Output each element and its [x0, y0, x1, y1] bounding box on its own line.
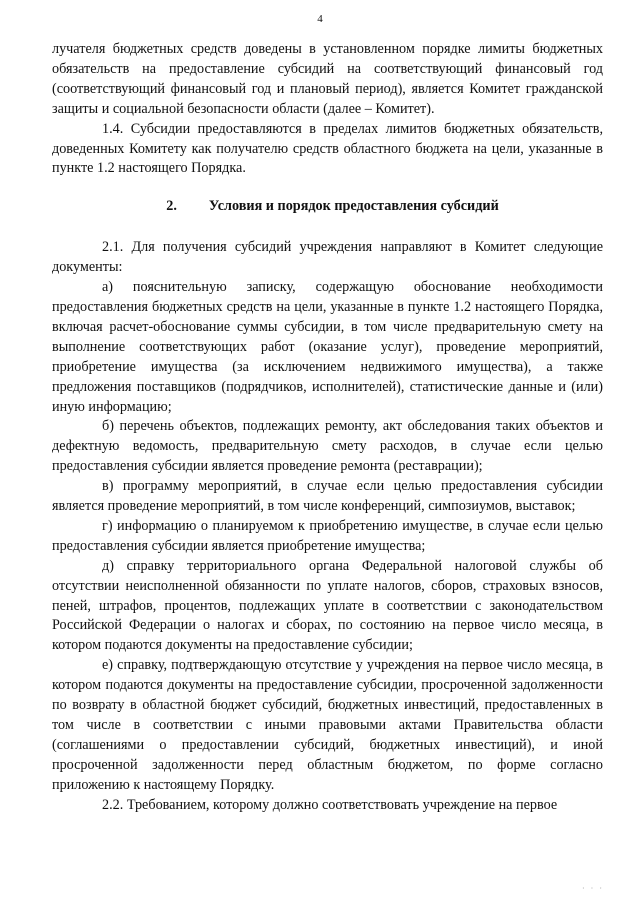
section-number: 2. — [166, 198, 177, 215]
document-body — [52, 40, 603, 816]
paragraph-item-e: е) справку, подтверждающую отсутствие у учреждения на первое число месяца, в котором подаются документы на предоставление субсидии, просроченной задолженности по возврату в областной бюджет субсидий, бюджетных инвестиций, предоставленных в том числе в соответствии с иными правовыми актами Правительства области (соглашениями о предоставлении субсидий, бюджетных инвестиций), и иной просроченной задолженности перед областным бюджетом, по форме согласно приложению к настоящему Порядку. — [52, 657, 603, 793]
paragraph-1-4: 1.4. Субсидии предоставляются в пределах лимитов бюджетных обязательств, доведенных Комитету как получателю средств областного бюджета на цели, указанные в пункте 1.2 настоящего Порядка. — [52, 120, 603, 177]
paragraph-continuation: лучателя бюджетных средств доведены в установленном порядке лимиты бюджетных обязательств на предоставление субсидий на соответствующий финансовый год (соответствующий финансовый год и плановый период), является Комитет гражданской защиты и социальной безопасности области (далее – Комитет). — [52, 41, 603, 117]
paragraph-item-v: в) программу мероприятий, в случае если целью предоставления субсидии является проведение мероприятий, в том числе конференций, симпозиумов, выставок; — [52, 478, 603, 515]
paragraph-item-d: д) справку территориального органа Федеральной налоговой службы об отсутствии неисполненной обязанности по уплате налогов, сборов, страховых взносов, пеней, штрафов, процентов, подлежащих уплате в соответствии с законодательством Российской Федерации о налогах и сборах, по состоянию на первое число месяца, в котором подаются документы на предоставление субсидии; — [52, 557, 603, 654]
paragraph-2-1: 2.1. Для получения субсидий учреждения направляют в Комитет следующие документы: — [52, 239, 603, 276]
section-heading — [52, 197, 603, 217]
scan-corner-mark: · · · — [582, 884, 604, 894]
paragraph-item-a: а) пояснительную записку, содержащую обоснование необходимости предоставления бюджетных средств на цели, указанные в пункте 1.2 настоящего Порядка, включая расчет-обоснование суммы субсидии, в том числе предварительную смету на выполнение соответствующих работ (оказание услуг), проведение мероприятий, приобретение имущества (за исключением недвижимого имущества), а также предложения поставщиков (подрядчиков, исполнителей), статистические данные и (или) иную информацию; — [52, 279, 603, 415]
paragraph-item-b: б) перечень объектов, подлежащих ремонту, акт обследования таких объектов и дефектную ведомость, предварительную смету расходов, в случае если целью предоставления субсидии является проведение ремонта (реставрации); — [52, 418, 603, 475]
section-title: Условия и порядок предоставления субсидий — [208, 198, 499, 215]
page-number: 4 — [317, 13, 323, 25]
paragraph-item-g: г) информацию о планируемом к приобретению имуществе, в случае если целью предоставления субсидии является приобретение имущества; — [52, 517, 603, 554]
paragraph-2-2: 2.2. Требованием, которому должно соответствовать учреждение на первое — [102, 796, 558, 813]
